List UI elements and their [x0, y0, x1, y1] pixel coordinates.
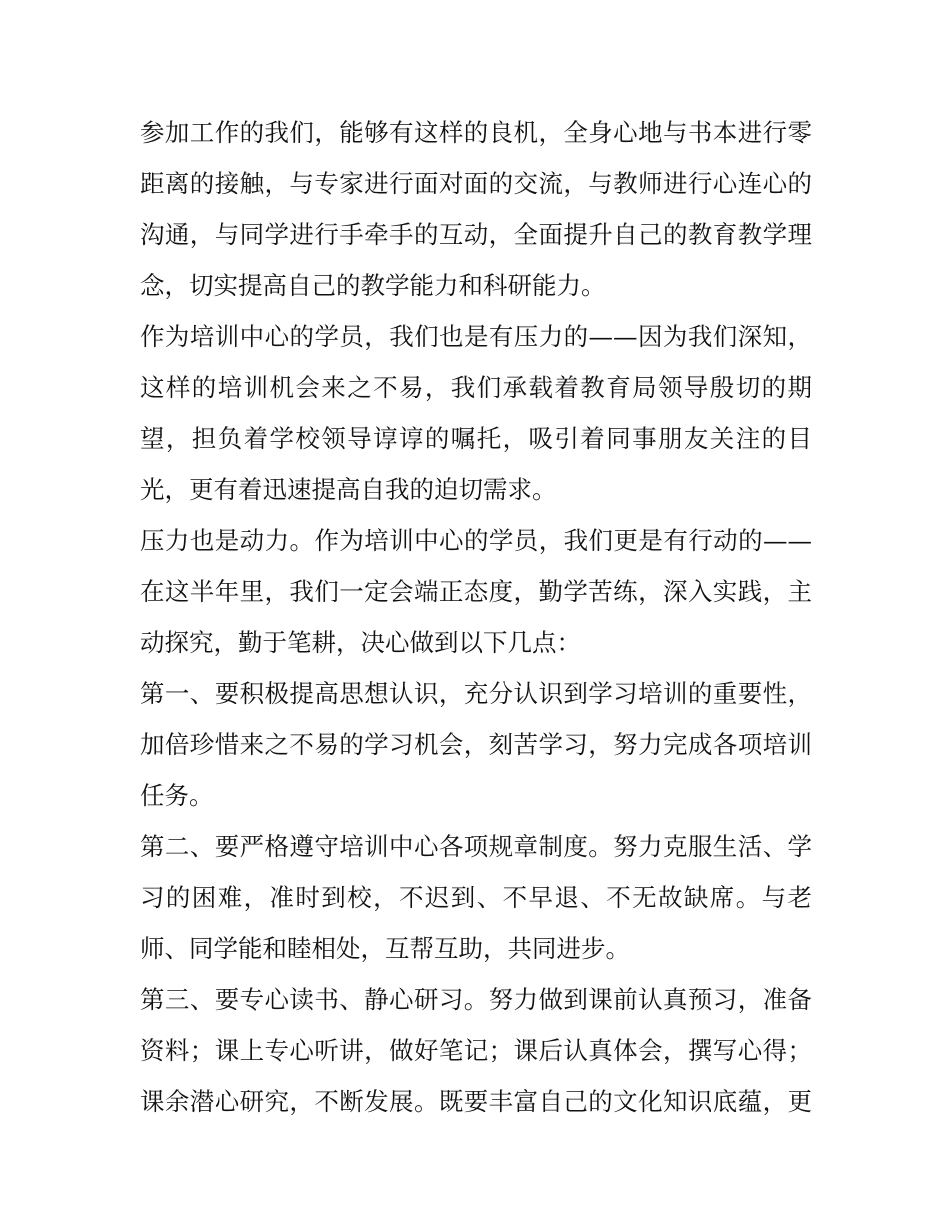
- document-body: [140, 107, 812, 1127]
- text-line: 距离的接触，与专家进行面对面的交流，与教师进行心连心的: [140, 169, 812, 198]
- text-line: 压力也是动力。作为培训中心的学员，我们更是有行动的——: [140, 526, 812, 555]
- paragraph-opportunity: [140, 107, 812, 311]
- text-line: 第二、要严格遵守培训中心各项规章制度。努力克服生活、学: [140, 832, 812, 861]
- text-line: 第三、要专心读书、静心研习。努力做到课前认真预习，准备: [140, 985, 812, 1014]
- text-line: 师、同学能和睦相处，互帮互助，共同进步。: [140, 934, 630, 963]
- paragraph-point-three: [140, 974, 812, 1127]
- text-line: 沟通，与同学进行手牵手的互动，全面提升自己的教育教学理: [140, 220, 812, 249]
- text-line: 课余潜心研究，不断发展。既要丰富自己的文化知识底蕴，更: [140, 1087, 812, 1116]
- text-line: 动探究，勤于笔耕，决心做到以下几点：: [140, 628, 581, 657]
- paragraph-pressure: [140, 311, 812, 515]
- text-line: 第一、要积极提高思想认识，充分认识到学习培训的重要性，: [140, 679, 812, 708]
- text-line: 望，担负着学校领导谆谆的嘱托，吸引着同事朋友关注的目: [140, 424, 812, 453]
- text-line: 这样的培训机会来之不易，我们承载着教育局领导殷切的期: [140, 373, 812, 402]
- text-line: 光，更有着迅速提高自我的迫切需求。: [140, 475, 557, 504]
- text-line: 加倍珍惜来之不易的学习机会，刻苦学习，努力完成各项培训: [140, 730, 812, 759]
- text-line: 资料；课上专心听讲，做好笔记；课后认真体会，撰写心得；: [140, 1036, 812, 1065]
- paragraph-point-two: [140, 821, 812, 974]
- text-line: 在这半年里，我们一定会端正态度，勤学苦练，深入实践，主: [140, 577, 812, 606]
- paragraph-motivation: [140, 515, 812, 668]
- text-line: 习的困难，准时到校，不迟到、不早退、不无故缺席。与老: [140, 883, 812, 912]
- paragraph-point-one: [140, 668, 812, 821]
- text-line: 参加工作的我们，能够有这样的良机，全身心地与书本进行零: [140, 118, 812, 147]
- text-line: 作为培训中心的学员，我们也是有压力的——因为我们深知，: [140, 322, 812, 351]
- text-line: 念，切实提高自己的教学能力和科研能力。: [140, 271, 606, 300]
- text-line: 任务。: [140, 781, 214, 810]
